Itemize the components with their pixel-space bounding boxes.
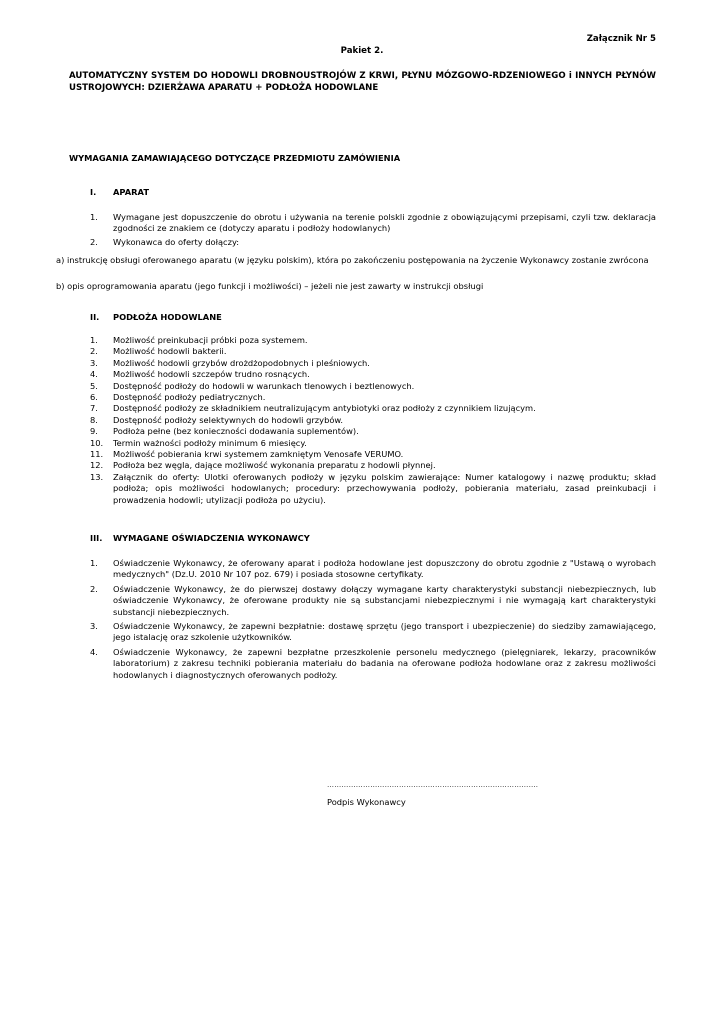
package-label: Pakiet 2. <box>340 46 384 56</box>
list-item: 8. Dostępność podłoży selektywnych do hodowli grzybów. <box>90 414 344 425</box>
list-item: 4. Oświadczenie Wykonawcy, że zapewni bezpłatne przeszkolenie personelu medycznego (pielęgniarek, lekarzy, pracowników laboratorium) z zakresu techniki pobierania materiału do badania na oferowane podłoża hodowlane oraz z zakresu możliwości hodowlanych i diagnostycznych oferowanych podłoży. <box>90 646 656 680</box>
document-title: AUTOMATYCZNY SYSTEM DO HODOWLI DROBNOUSTROJÓW Z KRWI, PŁYNU MÓZGOWO-RDZENIOWEGO i INNYCH PŁYNÓW USTROJOWYCH: DZIERŻAWA APARATU + PODŁOŻA HODOWLANE <box>69 71 656 94</box>
list-item: 13. Załącznik do oferty: Ulotki oferowanych podłoży w języku polskim zawierające: Numer katalogowy i nazwę produktu; skład podłoża; opis możliwości hodowlanych; procedury: przechowywania podłoży, pobierania materiału, zasad preinkubacji i prowadzenia hodowli; utylizacji podłoża po użyciu). <box>90 471 656 505</box>
list-item: 10. Termin ważności podłoży minimum 6 miesięcy. <box>90 437 307 448</box>
item-number: 2. <box>90 236 98 247</box>
podloza-list <box>69 335 656 506</box>
subitem-a: a) instrukcję obsługi oferowanego aparatu (w języku polskim), która po zakończeniu postępowania na życzenie Wykonawcy zostanie zwrócona <box>56 255 649 265</box>
list-item <box>69 237 656 248</box>
list-item: 1. Oświadczenie Wykonawcy, że oferowany aparat i podłoża hodowlane jest dopuszczony do obrotu zgodnie z "Ustawą o wyrobach medycznych" (Dz.U. 2010 Nr 107 poz. 679) i posiada stosowne certyfikaty. <box>90 558 656 580</box>
section-number: II. <box>90 312 100 322</box>
section-title: APARAT <box>113 187 149 197</box>
list-item: 1. Możliwość preinkubacji próbki poza systemem. <box>90 335 308 345</box>
signature-label: Podpis Wykonawcy <box>327 797 406 807</box>
attachment-number: Załącznik Nr 5 <box>586 34 656 44</box>
subitem-b: b) opis oprogramowania aparatu (jego funkcji i możliwości) – jeżeli nie jest zawarty w instrukcji obsługi <box>56 281 484 291</box>
item-text: Wymagane jest dopuszczenie do obrotu i używania na terenie polskli zgodnie z obowiązującymi przepisami, czyli tzw. deklaracja zgodności ze znakiem ce (dotyczy aparatu i podłoży hodowlanych) <box>113 212 656 234</box>
oswiadczenia-list <box>69 558 656 681</box>
requirements-heading: WYMAGANIA ZAMAWIAJĄCEGO DOTYCZĄCE PRZEDMIOTU ZAMÓWIENIA <box>69 153 401 163</box>
aparat-list <box>69 212 656 248</box>
list-item: 7. Dostępność podłoży ze składnikiem neutralizującym antybiotyki oraz podłoży z czynnikiem lizującym. <box>90 403 536 414</box>
signature-line: ……………………………………………………………………………. <box>327 781 539 789</box>
item-number: 1. <box>90 212 98 222</box>
section-number: I. <box>90 187 97 197</box>
list-item: 3. Możliwość hodowli grzybów drożdżopodobnych i pleśniowych. <box>90 357 370 368</box>
list-item: 4. Możliwość hodowli szczepów trudno rosnących. <box>90 369 310 380</box>
section-title: PODŁOŻA HODOWLANE <box>113 312 222 322</box>
item-text: Wykonawca do oferty dołączy: <box>113 236 240 247</box>
section-title: WYMAGANE OŚWIADCZENIA WYKONAWCY <box>113 533 310 543</box>
list-item <box>69 212 656 235</box>
list-item: 11. Możliwość pobierania krwi systemem zamkniętym Venosafe VERUMO. <box>90 449 404 460</box>
list-item: 2. Oświadczenie Wykonawcy, że do pierwszej dostawy dołączy wymagane karty charakterystyki substancji niebezpiecznych, lub oświadczenie Wykonawcy, że oferowane produkty nie są substancjami niebezpiecznymi i nie wymagają kart charakterystyki substancji niebezpiecznych. <box>90 583 656 617</box>
list-item: 5. Dostępność podłoży do hodowli w warunkach tlenowych i beztlenowych. <box>90 380 415 391</box>
list-item: 3. Oświadczenie Wykonawcy, że zapewni bezpłatnie: dostawę sprzętu (jego transport i ubezpieczenie) do siedziby zamawiającego, jego istalację oraz szkolenie użytkowników. <box>90 621 656 643</box>
list-item: 9. Podłoża pełne (bez konieczności dodawania suplementów). <box>90 426 359 437</box>
list-item: 2. Możliwość hodowli bakterii. <box>90 346 227 357</box>
list-item: 6. Dostępność podłoży pediatrycznych. <box>90 392 266 403</box>
section-number: III. <box>90 533 103 543</box>
list-item: 12. Podłoża bez węgla, dające możliwość wykonania preparatu z hodowli płynnej. <box>90 460 436 471</box>
